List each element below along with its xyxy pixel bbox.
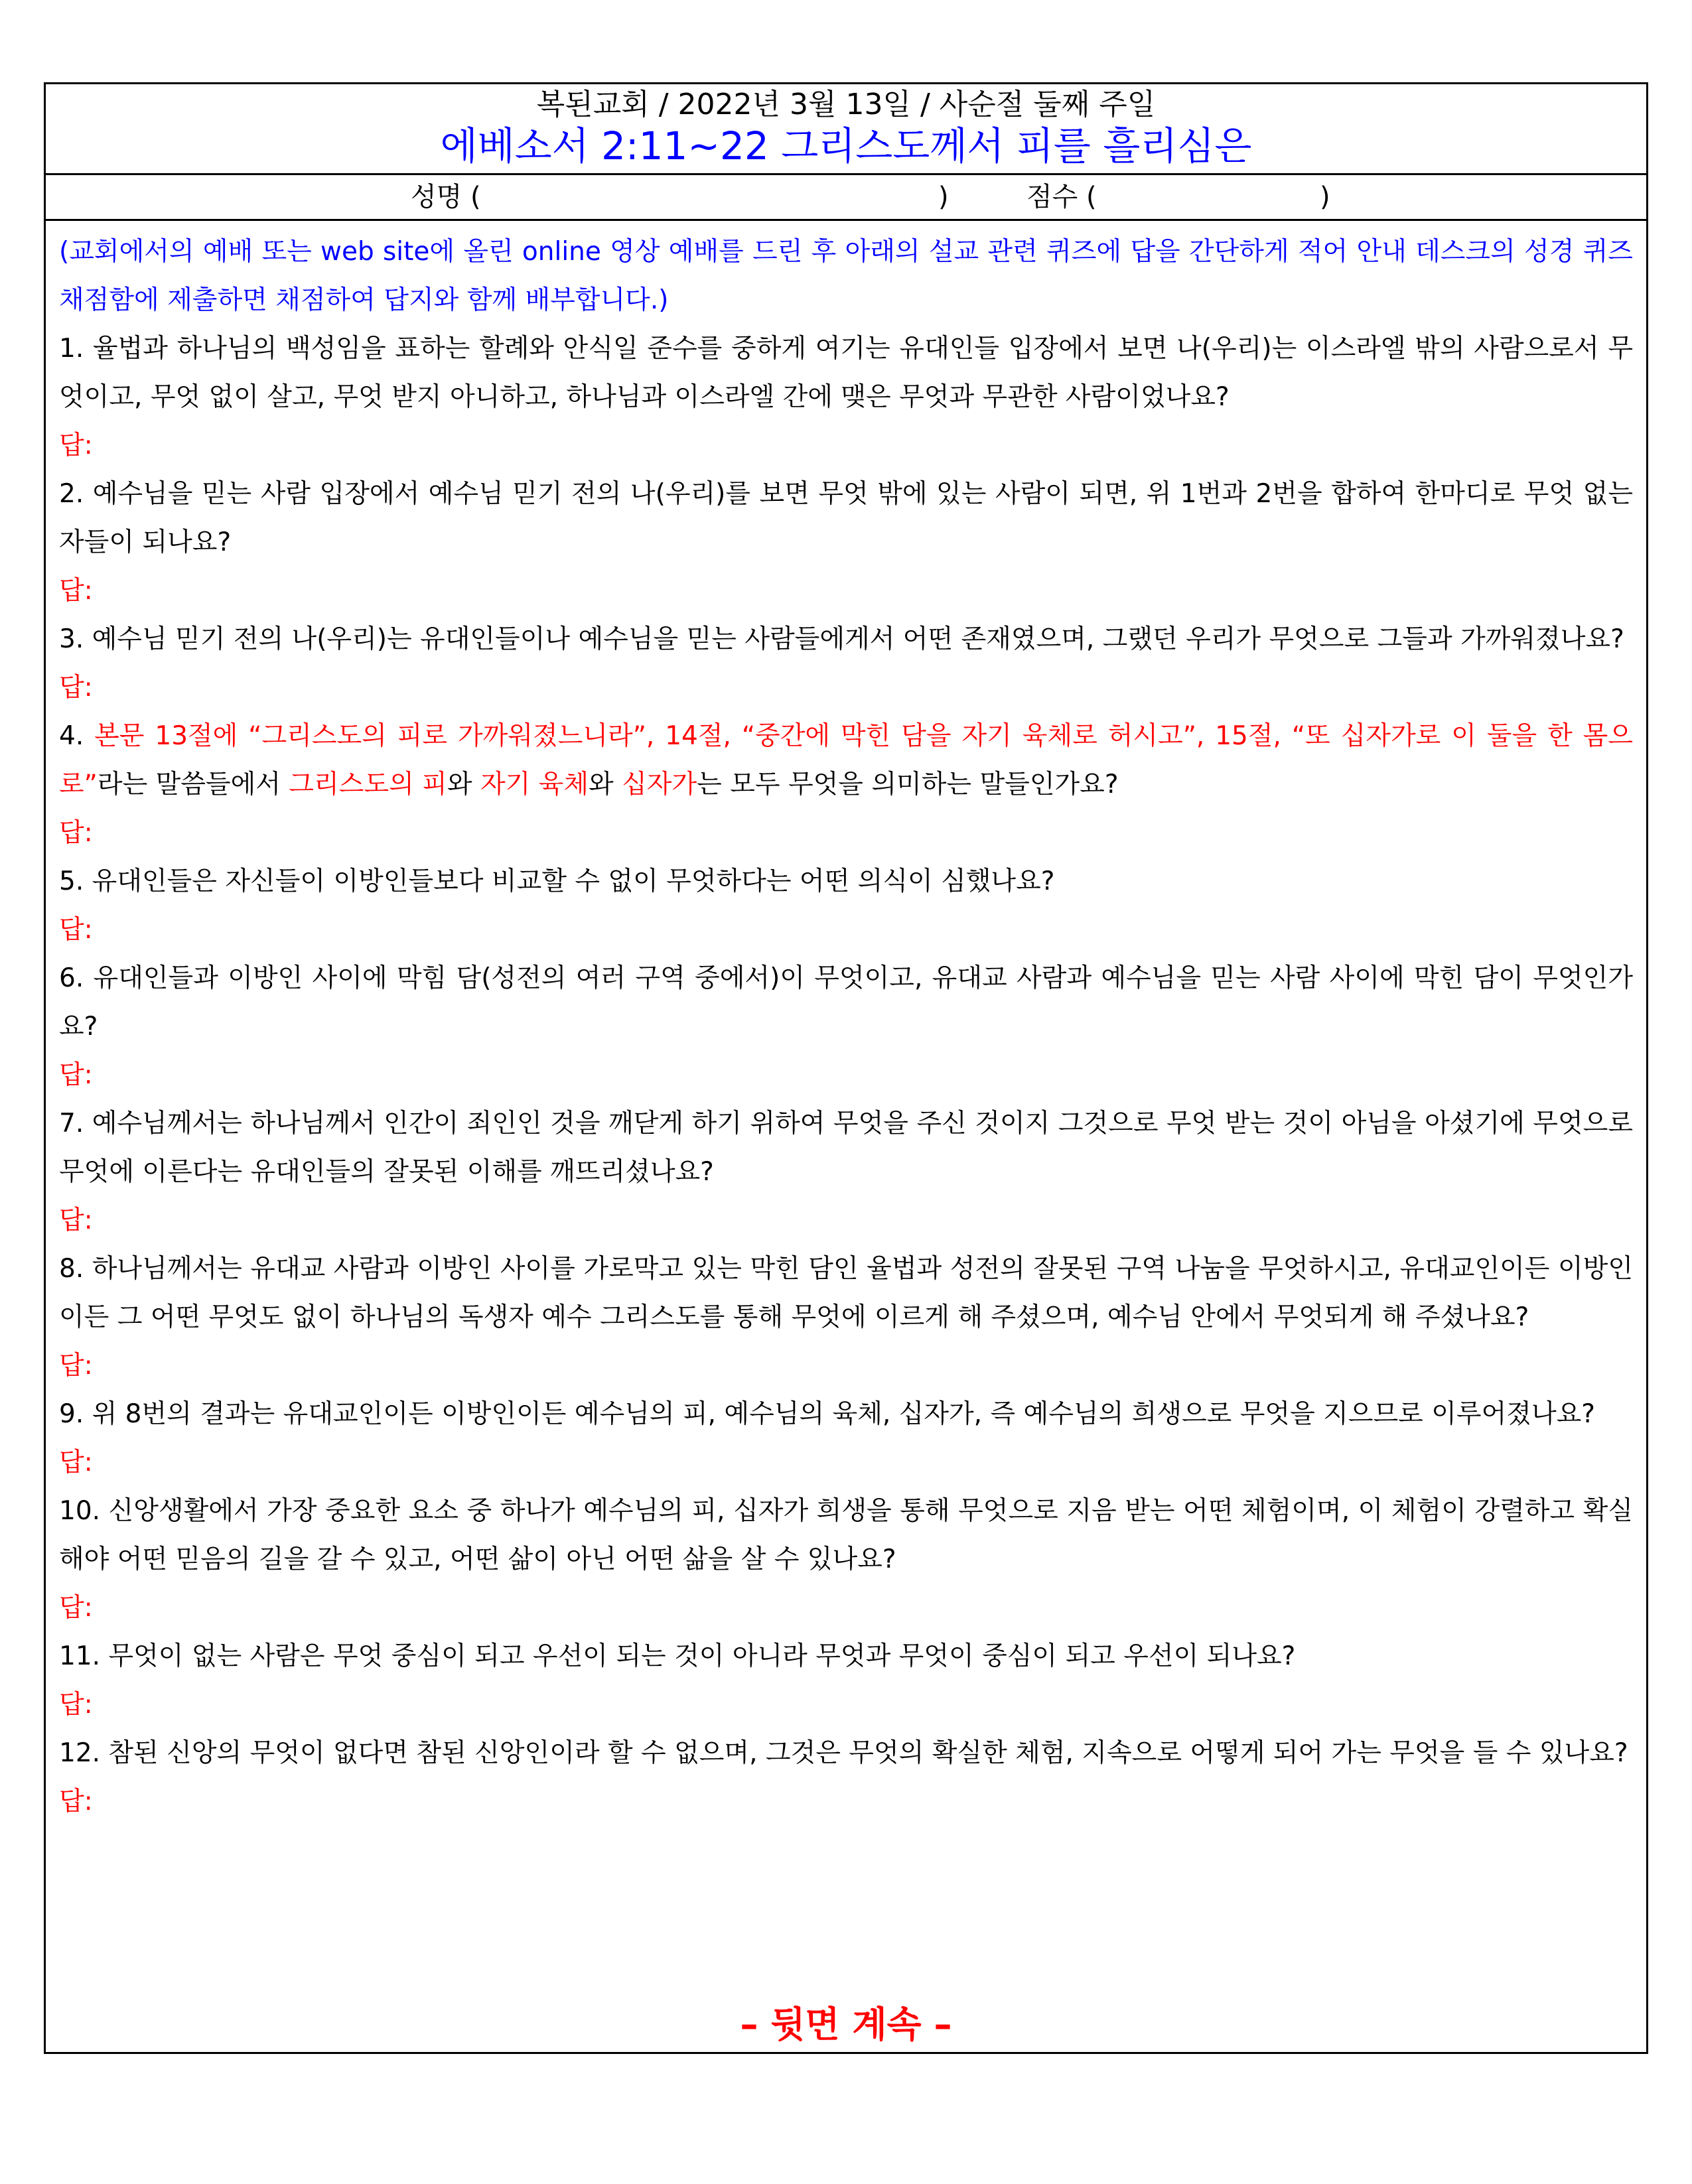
answer-label: 답: [59, 1593, 93, 1623]
question-4-scripture: 본문 13절에 “그리스도의 피로 가까워졌느니라”, 14절, “중간에 막힌 담을 자기 육체로 허시고”, 15절, “또 십자가로 이 둘을 한 몸으로” [59, 721, 1634, 799]
answer-label: 답: [59, 1351, 93, 1381]
answer-label: 답: [59, 673, 93, 703]
name-score-row [46, 175, 1646, 221]
answer-label: 답: [59, 1060, 93, 1090]
answer-label: 답: [59, 915, 93, 945]
answer-label: 답: [59, 818, 93, 848]
question-4-text: 라는 말씀들에서 [97, 770, 289, 799]
quiz-body [46, 221, 1646, 1826]
name-close: ) [938, 182, 949, 212]
score-label: 점수 ( [1026, 182, 1097, 212]
answer-label: 답: [59, 1448, 93, 1477]
name-label: 성명 ( [411, 182, 481, 212]
page-title: 에베소서 2:11~22 그리스도께서 피를 흘리심은 [440, 123, 1252, 169]
question-1: 1. 율법과 하나님의 백성임을 표하는 할례와 안식일 준수를 중하게 여기는 유대인들 입장에서 보면 나(우리)는 이스라엘 밖의 사람으로서 무엇이고, 무엇 없이 살고, 무엇 받지 아니하고, 하나님과 이스라엘 간에 맺은 무엇과 무관한 사람이었나요? [59, 334, 1633, 412]
continued-on-back: – 뒷면 계속 – [740, 2004, 952, 2045]
question-4-text: 는 모두 무엇을 의미하는 말들인가요? [697, 770, 1119, 799]
question-10: 10. 신앙생활에서 가장 중요한 요소 중 하나가 예수님의 피, 십자가 희생을 통해 무엇으로 지음 받는 어떤 체험이며, 이 체험이 강렬하고 확실해야 어떤 믿음의 길을 갈 수 있고, 어떤 삶이 아닌 어떤 삶을 살 수 있나요? [59, 1496, 1633, 1574]
answer-label: 답: [59, 1690, 93, 1720]
question-4-term-flesh: 자기 육체 [480, 770, 589, 799]
question-4-text: 와 [447, 770, 480, 799]
question-5: 5. 유대인들은 자신들이 이방인들보다 비교할 수 없이 무엇하다는 어떤 의식이 심했나요? [59, 866, 1055, 896]
question-11: 11. 무엇이 없는 사람은 무엇 중심이 되고 우선이 되는 것이 아니라 무엇과 무엇이 중심이 되고 우선이 되나요? [59, 1641, 1296, 1671]
question-12: 12. 참된 신앙의 무엇이 없다면 참된 신앙인이라 할 수 없으며, 그것은 무엇의 확실한 체험, 지속으로 어떻게 되어 가는 무엇을 들 수 있나요? [59, 1738, 1628, 1768]
score-close: ) [1320, 182, 1330, 212]
question-7: 7. 예수님께서는 하나님께서 인간이 죄인인 것을 깨닫게 하기 위하여 무엇을 주신 것이지 그것으로 무엇 받는 것이 아님을 아셨기에 무엇으로 무엇에 이른다는 유대인들의 잘못된 이해를 깨뜨리셨나요? [59, 1109, 1633, 1187]
quiz-sheet [44, 82, 1648, 2054]
question-4-term-cross: 십자가 [622, 770, 697, 799]
page-subtitle: 복된교회 / 2022년 3월 13일 / 사순절 둘째 주일 [536, 88, 1156, 121]
question-4-number: 4. [59, 721, 95, 751]
question-9: 9. 위 8번의 결과는 유대교인이든 이방인이든 예수님의 피, 예수님의 육체, 십자가, 즉 예수님의 희생으로 무엇을 지으므로 이루어졌나요? [59, 1399, 1595, 1429]
question-6: 6. 유대인들과 이방인 사이에 막힘 담(성전의 여러 구역 중에서)이 무엇이고, 유대교 사람과 예수님을 믿는 사람 사이에 막힌 담이 무엇인가요? [59, 963, 1633, 1042]
instructions: (교회에서의 예배 또는 web site에 올린 online 영상 예배를 드린 후 아래의 설교 관련 퀴즈에 답을 간단하게 적어 안내 데스크의 성경 퀴즈 채점함에 제출하면 채점하여 답지와 함께 배부합니다.) [59, 237, 1633, 315]
answer-label: 답: [59, 576, 93, 606]
question-4-term-blood: 그리스도의 피 [289, 770, 447, 799]
header [46, 84, 1646, 175]
answer-label: 답: [59, 1787, 93, 1816]
question-2: 2. 예수님을 믿는 사람 입장에서 예수님 믿기 전의 나(우리)를 보면 무엇 밖에 있는 사람이 되면, 위 1번과 2번을 합하여 한마디로 무엇 없는 자들이 되나요? [59, 479, 1633, 557]
answer-label: 답: [59, 1205, 93, 1235]
question-4 [59, 712, 1633, 809]
question-4-text: 와 [589, 770, 622, 799]
answer-label: 답: [59, 431, 93, 460]
question-3: 3. 예수님 믿기 전의 나(우리)는 유대인들이나 예수님을 믿는 사람들에게서 어떤 존재였으며, 그랬던 우리가 무엇으로 그들과 가까워졌나요? [59, 624, 1624, 654]
question-8: 8. 하나님께서는 유대교 사람과 이방인 사이를 가로막고 있는 막힌 담인 율법과 성전의 잘못된 구역 나눔을 무엇하시고, 유대교인이든 이방인이든 그 어떤 무엇도 없이 하나님의 독생자 예수 그리스도를 통해 무엇에 이르게 해 주셨으며, 예수님 안에서 무엇되게 해 주셨나요? [59, 1254, 1633, 1332]
